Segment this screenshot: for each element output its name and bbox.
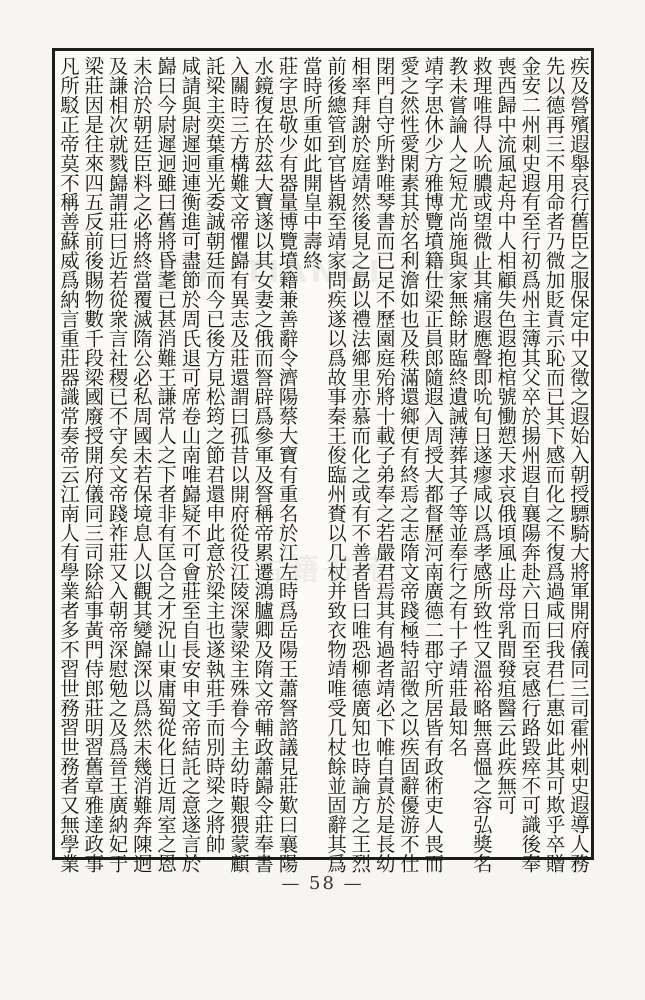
text-column: 巋曰今尉遲迥雖曰舊將昏耄已甚消難王謙常人之下者非有匡合之才況山東庸蜀從化日近周室之恩 (154, 56, 178, 873)
text-column: 金安二州刺史遐有至行初爲州主簿其父卒於揚州遐自襄陽奔赴六日而至哀感行路毀瘁不可識後奉 (518, 56, 542, 873)
text-column: 水鏡復在於茲大寶遂以其女妻之俄而詧辟爲參軍及詧稱帝累遷鴻臚卿及隋文帝輔政蕭巋令莊奉書 (251, 56, 275, 873)
text-column: 疾及營殯遐舉哀行舊臣之服保定中又徵之遐始入朝授驃騎大將軍開府儀同三司霍州刺史遐導人務 (566, 56, 590, 873)
text-column: 閉門自守所對唯琴書而已足不歷園庭殆將十載子弟奉之若嚴君焉其有過者靖必下帷自責於是長幼 (372, 56, 396, 873)
text-column: 入關時三方構難文帝懼巋有異志及莊還謂曰孤昔以開府從役江陵深蒙梁主殊眷今主幼時艱猥蒙顧 (226, 56, 250, 873)
text-columns (57, 56, 590, 873)
text-column: 及謙相次就戮巋謂莊曰近若從衆言社稷已不守矣文帝踐祚莊又入朝帝深慰勉之及爲晉王廣納妃于 (105, 56, 129, 873)
text-column: 救理唯得人吮膿或望微止其痛遐應聲即吮旬日遂瘳咸以爲孝感所致性又溫裕略無喜慍之容弘獎名 (469, 56, 493, 873)
page-number: — 58 — (281, 873, 364, 894)
text-column: 凡所駁正帝莫不稱善蘇威爲納言重莊器識常奏帝云江南人有學業者多不習世務習世務者又無學業 (57, 56, 80, 873)
text-column: 莊字思敬少有器量博覽墳籍兼善辭令濟陽蔡大寶有重名於江左時爲岳陽王蕭詧諮議見莊歎曰襄陽 (275, 56, 299, 873)
text-column: 梁莊因是往來四五反前後賜物數千段梁國廢授開府儀同三司除給事黃門侍郎莊明習舊章雅達政事 (81, 56, 105, 873)
text-column: 先以德再三不用命者乃微加貶責示恥而已其下感而化之不復爲過咸曰我君仁惠如此其可欺乎卒贈 (542, 56, 566, 873)
text-column: 前後總管到官皆親至靖家問疾遂以爲故事秦王俊臨州賚以几杖并致衣物靖唯受几杖餘並固辭其爲 (324, 56, 348, 873)
text-column: 咸請與尉遲迥連衡進可盡節於周氏退可席卷山南唯巋疑不可會莊至自長安申文帝結託之意遂言於 (178, 56, 202, 873)
text-column: 靖字思休少方雅博覽墳籍仕梁正員郎隨遐入周授大都督歷河南廣德二郡守所居皆有政術吏人畏而 (421, 56, 445, 873)
text-column: 相率拜謝於庭靖然後見之勗以禮法鄉里亦慕而化之或有不善者皆曰唯恐柳德廣知也時論方之王烈 (348, 56, 372, 873)
text-column: 喪西歸中流風起舟中人相顧失色遐抱棺號慟愬天求哀俄頃風止母常乳間發疽醫云此疾無可 (494, 56, 518, 815)
text-column: 未洽於朝廷臣料之必將終當覆滅隋公必私周國未若保境息人以觀其變巋深以爲然未幾消難奔陳迥 (129, 56, 153, 873)
text-column: 愛之然性愛閑素其於名利澹如也及秩滿還鄉便有終焉之志隋文帝踐極特詔徵之以疾固辭優游不仕 (396, 56, 420, 873)
text-column: 當時所重如此開皇中壽終 (299, 56, 323, 270)
text-column: 教未嘗論人之短尤尚施與家無餘財臨終遺誡薄葬其子等並奉行之有十子靖莊最知名 (445, 56, 469, 757)
page-frame (52, 48, 594, 873)
text-column: 託梁主奕葉重光委誠朝廷而今已後方見松筠之節君還申此意於梁主也遂執莊手而別時梁之將帥 (202, 56, 226, 854)
